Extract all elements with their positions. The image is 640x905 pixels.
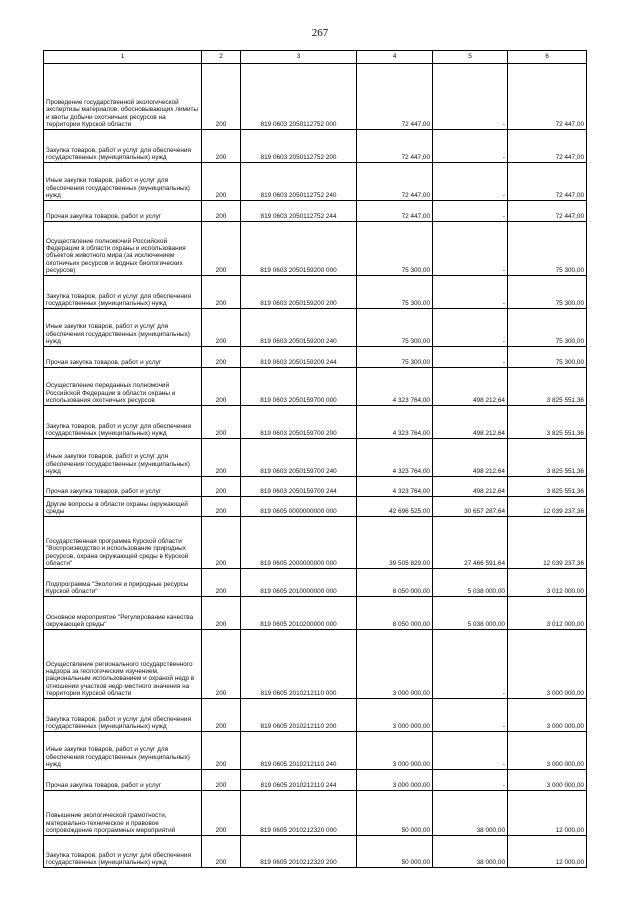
table-row: [44, 699, 587, 732]
row-name: Иные закупки товаров, работ и услуг для обеспечения государственных (муниципальных) нужд: [44, 163, 202, 201]
row-budget-code: 819 0603 2050112752 000: [241, 64, 357, 130]
row-planned: 75 300,00: [357, 347, 433, 368]
row-name: Закупка товаров, работ и услуг для обеспечения государственных (муниципальных) нужд: [44, 130, 202, 163]
column-header-3: 3: [241, 51, 357, 64]
row-name: Иные закупки товаров, работ и услуг для обеспечения государственных (муниципальных) нужд: [44, 309, 202, 347]
row-line-code: 200: [202, 569, 241, 597]
row-executed: 5 038 000,00: [433, 569, 508, 597]
row-remaining: 75 300,00: [508, 222, 587, 276]
row-name: Другие вопросы в области охраны окружающей среды: [44, 497, 202, 517]
table-row: [44, 477, 587, 497]
row-line-code: 200: [202, 64, 241, 130]
row-budget-code: 819 0603 2050112752 200: [241, 130, 357, 163]
row-remaining: 72 447,00: [508, 163, 587, 201]
row-executed: -: [433, 130, 508, 163]
table-row: [44, 309, 587, 347]
table-row: [44, 406, 587, 439]
row-remaining: 3 825 551,36: [508, 368, 587, 406]
row-budget-code: 819 0605 0000000000 000: [241, 497, 357, 517]
table-row: [44, 770, 587, 791]
row-executed: -: [433, 699, 508, 732]
table-row: [44, 163, 587, 201]
row-planned: 75 300,00: [357, 222, 433, 276]
row-planned: 50 000,00: [357, 836, 433, 868]
row-budget-code: 819 0603 2050159700 000: [241, 368, 357, 406]
row-planned: 3 000 000,00: [357, 732, 433, 770]
row-executed: -: [433, 770, 508, 791]
row-executed: 498 212,64: [433, 439, 508, 477]
row-name: Иные закупки товаров, работ и услуг для обеспечения государственных (муниципальных) нужд: [44, 732, 202, 770]
row-budget-code: 819 0605 2010200000 000: [241, 597, 357, 630]
row-budget-code: 819 0603 2050159200 244: [241, 347, 357, 368]
row-budget-code: 819 0603 2050159200 240: [241, 309, 357, 347]
table-row: [44, 201, 587, 222]
row-planned: 39 505 829,00: [357, 517, 433, 569]
row-planned: 4 323 764,00: [357, 368, 433, 406]
row-line-code: 200: [202, 477, 241, 497]
row-line-code: 200: [202, 368, 241, 406]
row-name: Закупка товаров, работ и услуг для обеспечения государственных (муниципальных) нужд: [44, 699, 202, 732]
row-executed: 498 212,64: [433, 406, 508, 439]
row-executed: -: [433, 732, 508, 770]
row-budget-code: 819 0605 2010212110 200: [241, 699, 357, 732]
row-remaining: 3 012 000,00: [508, 597, 587, 630]
row-remaining: 75 300,00: [508, 276, 587, 309]
row-executed: 5 038 000,00: [433, 597, 508, 630]
row-line-code: 200: [202, 836, 241, 868]
table-row: [44, 368, 587, 406]
row-remaining: 3 000 000,00: [508, 630, 587, 699]
row-budget-code: 819 0603 2050159700 244: [241, 477, 357, 497]
row-line-code: 200: [202, 439, 241, 477]
row-planned: 4 323 764,00: [357, 439, 433, 477]
row-executed: -: [433, 64, 508, 130]
column-header-5: 5: [433, 51, 508, 64]
table-row: [44, 791, 587, 836]
row-planned: 3 000 000,00: [357, 770, 433, 791]
row-line-code: 200: [202, 791, 241, 836]
row-name: Закупка товаров, работ и услуг для обеспечения государственных (муниципальных) нужд: [44, 836, 202, 868]
row-name: Осуществление полномочий Российской Федерации в области охраны и использования объектов животного мира (за исключением охотничьих ресурсов и водных биологических ресурсов): [44, 222, 202, 276]
row-executed: -: [433, 630, 508, 699]
row-budget-code: 819 0603 2050112752 240: [241, 163, 357, 201]
row-name: Осуществление переданных полномочий Российской Федерации в области охраны и использования охотничьих ресурсов: [44, 368, 202, 406]
table-row: [44, 347, 587, 368]
row-planned: 75 300,00: [357, 276, 433, 309]
row-planned: 72 447,00: [357, 163, 433, 201]
row-remaining: 3 000 000,00: [508, 770, 587, 791]
table-row: [44, 630, 587, 699]
row-planned: 72 447,00: [357, 201, 433, 222]
row-executed: 498 212,64: [433, 368, 508, 406]
row-name: Прочая закупка товаров, работ и услуг: [44, 477, 202, 497]
row-remaining: 72 447,00: [508, 130, 587, 163]
row-executed: -: [433, 276, 508, 309]
row-remaining: 75 300,00: [508, 309, 587, 347]
row-budget-code: 819 0605 2010212110 240: [241, 732, 357, 770]
row-executed: 498 212,64: [433, 477, 508, 497]
table-row: [44, 439, 587, 477]
row-remaining: 12 000,00: [508, 836, 587, 868]
row-planned: 75 300,00: [357, 309, 433, 347]
column-header-2: 2: [202, 51, 241, 64]
row-name: Повышение экологической грамотности, материально-техническое и правовое сопровождение программных мероприятий: [44, 791, 202, 836]
row-line-code: 200: [202, 517, 241, 569]
row-planned: 72 447,00: [357, 64, 433, 130]
row-remaining: 12 039 237,36: [508, 497, 587, 517]
row-executed: -: [433, 347, 508, 368]
row-name: Иные закупки товаров, работ и услуг для обеспечения государственных (муниципальных) нужд: [44, 439, 202, 477]
row-budget-code: 819 0603 2050159200 200: [241, 276, 357, 309]
row-budget-code: 819 0605 2000000000 000: [241, 517, 357, 569]
row-line-code: 200: [202, 597, 241, 630]
row-line-code: 200: [202, 163, 241, 201]
row-remaining: 72 447,00: [508, 64, 587, 130]
row-planned: 72 447,00: [357, 130, 433, 163]
table-row: [44, 569, 587, 597]
table-row: [44, 597, 587, 630]
row-name: Закупка товаров, работ и услуг для обеспечения государственных (муниципальных) нужд: [44, 406, 202, 439]
row-budget-code: 819 0603 2050159700 240: [241, 439, 357, 477]
row-name: Прочая закупка товаров, работ и услуг: [44, 770, 202, 791]
row-remaining: 12 039 237,36: [508, 517, 587, 569]
row-planned: 8 050 000,00: [357, 569, 433, 597]
row-executed: 38 000,00: [433, 836, 508, 868]
table-row: [44, 64, 587, 130]
row-line-code: 200: [202, 309, 241, 347]
row-planned: 3 000 000,00: [357, 699, 433, 732]
column-header-1: 1: [44, 51, 202, 64]
row-executed: -: [433, 222, 508, 276]
row-budget-code: 819 0605 2010212320 000: [241, 791, 357, 836]
column-number-header-row: [44, 51, 587, 64]
budget-execution-table: [43, 50, 587, 868]
row-line-code: 200: [202, 222, 241, 276]
row-line-code: 200: [202, 276, 241, 309]
row-remaining: 3 000 000,00: [508, 732, 587, 770]
row-line-code: 200: [202, 406, 241, 439]
row-remaining: 3 000 000,00: [508, 699, 587, 732]
row-budget-code: 819 0605 2010000000 000: [241, 569, 357, 597]
row-executed: 38 000,00: [433, 791, 508, 836]
row-planned: 4 323 764,00: [357, 406, 433, 439]
table-row: [44, 276, 587, 309]
row-line-code: 200: [202, 497, 241, 517]
row-name: Государственная программа Курской области "Воспроизводство и использование природных ресурсов, охрана окружающей среды в Курской области": [44, 517, 202, 569]
row-budget-code: 819 0605 2010212320 200: [241, 836, 357, 868]
row-name: Основное мероприятие "Регулирование качества окружающей среды": [44, 597, 202, 630]
row-planned: 4 323 764,00: [357, 477, 433, 497]
row-line-code: 200: [202, 347, 241, 368]
row-planned: 8 050 000,00: [357, 597, 433, 630]
row-remaining: 3 825 551,36: [508, 406, 587, 439]
row-planned: 50 000,00: [357, 791, 433, 836]
row-name: Осуществление регионального государственного надзора за геологическим изучением, рациональным использованием и охраной недр в отношении участков недр местного значения на территории Курской области: [44, 630, 202, 699]
row-line-code: 200: [202, 630, 241, 699]
row-budget-code: 819 0603 2050159200 000: [241, 222, 357, 276]
row-remaining: 3 825 551,36: [508, 477, 587, 497]
page-number: 267: [311, 27, 329, 39]
row-name: Проведение государственной экологической экспертизы материалов, обосновывающих лимиты и квоты добычи охотничьих ресурсов на территории Курской области: [44, 64, 202, 130]
row-line-code: 200: [202, 770, 241, 791]
table-row: [44, 517, 587, 569]
row-executed: -: [433, 201, 508, 222]
row-budget-code: 819 0605 2010212110 244: [241, 770, 357, 791]
row-executed: -: [433, 163, 508, 201]
row-name: Прочая закупка товаров, работ и услуг: [44, 201, 202, 222]
row-name: Закупка товаров, работ и услуг для обеспечения государственных (муниципальных) нужд: [44, 276, 202, 309]
row-name: Прочая закупка товаров, работ и услуг: [44, 347, 202, 368]
table-row: [44, 130, 587, 163]
table-row: [44, 497, 587, 517]
row-executed: 30 657 287,64: [433, 497, 508, 517]
column-header-6: 6: [508, 51, 587, 64]
row-executed: 27 466 591,64: [433, 517, 508, 569]
row-remaining: 12 000,00: [508, 791, 587, 836]
row-remaining: 3 825 551,36: [508, 439, 587, 477]
row-line-code: 200: [202, 732, 241, 770]
row-planned: 3 000 000,00: [357, 630, 433, 699]
row-planned: 42 696 525,00: [357, 497, 433, 517]
row-executed: -: [433, 309, 508, 347]
row-remaining: 75 300,00: [508, 347, 587, 368]
row-budget-code: 819 0603 2050159700 200: [241, 406, 357, 439]
table-row: [44, 732, 587, 770]
row-budget-code: 819 0605 2010212110 000: [241, 630, 357, 699]
row-remaining: 3 012 000,00: [508, 569, 587, 597]
row-budget-code: 819 0603 2050112752 244: [241, 201, 357, 222]
row-line-code: 200: [202, 699, 241, 732]
row-line-code: 200: [202, 201, 241, 222]
table-row: [44, 222, 587, 276]
row-line-code: 200: [202, 130, 241, 163]
table-row: [44, 836, 587, 868]
column-header-4: 4: [357, 51, 433, 64]
row-name: Подпрограмма "Экология и природные ресурсы Курской области": [44, 569, 202, 597]
row-remaining: 72 447,00: [508, 201, 587, 222]
